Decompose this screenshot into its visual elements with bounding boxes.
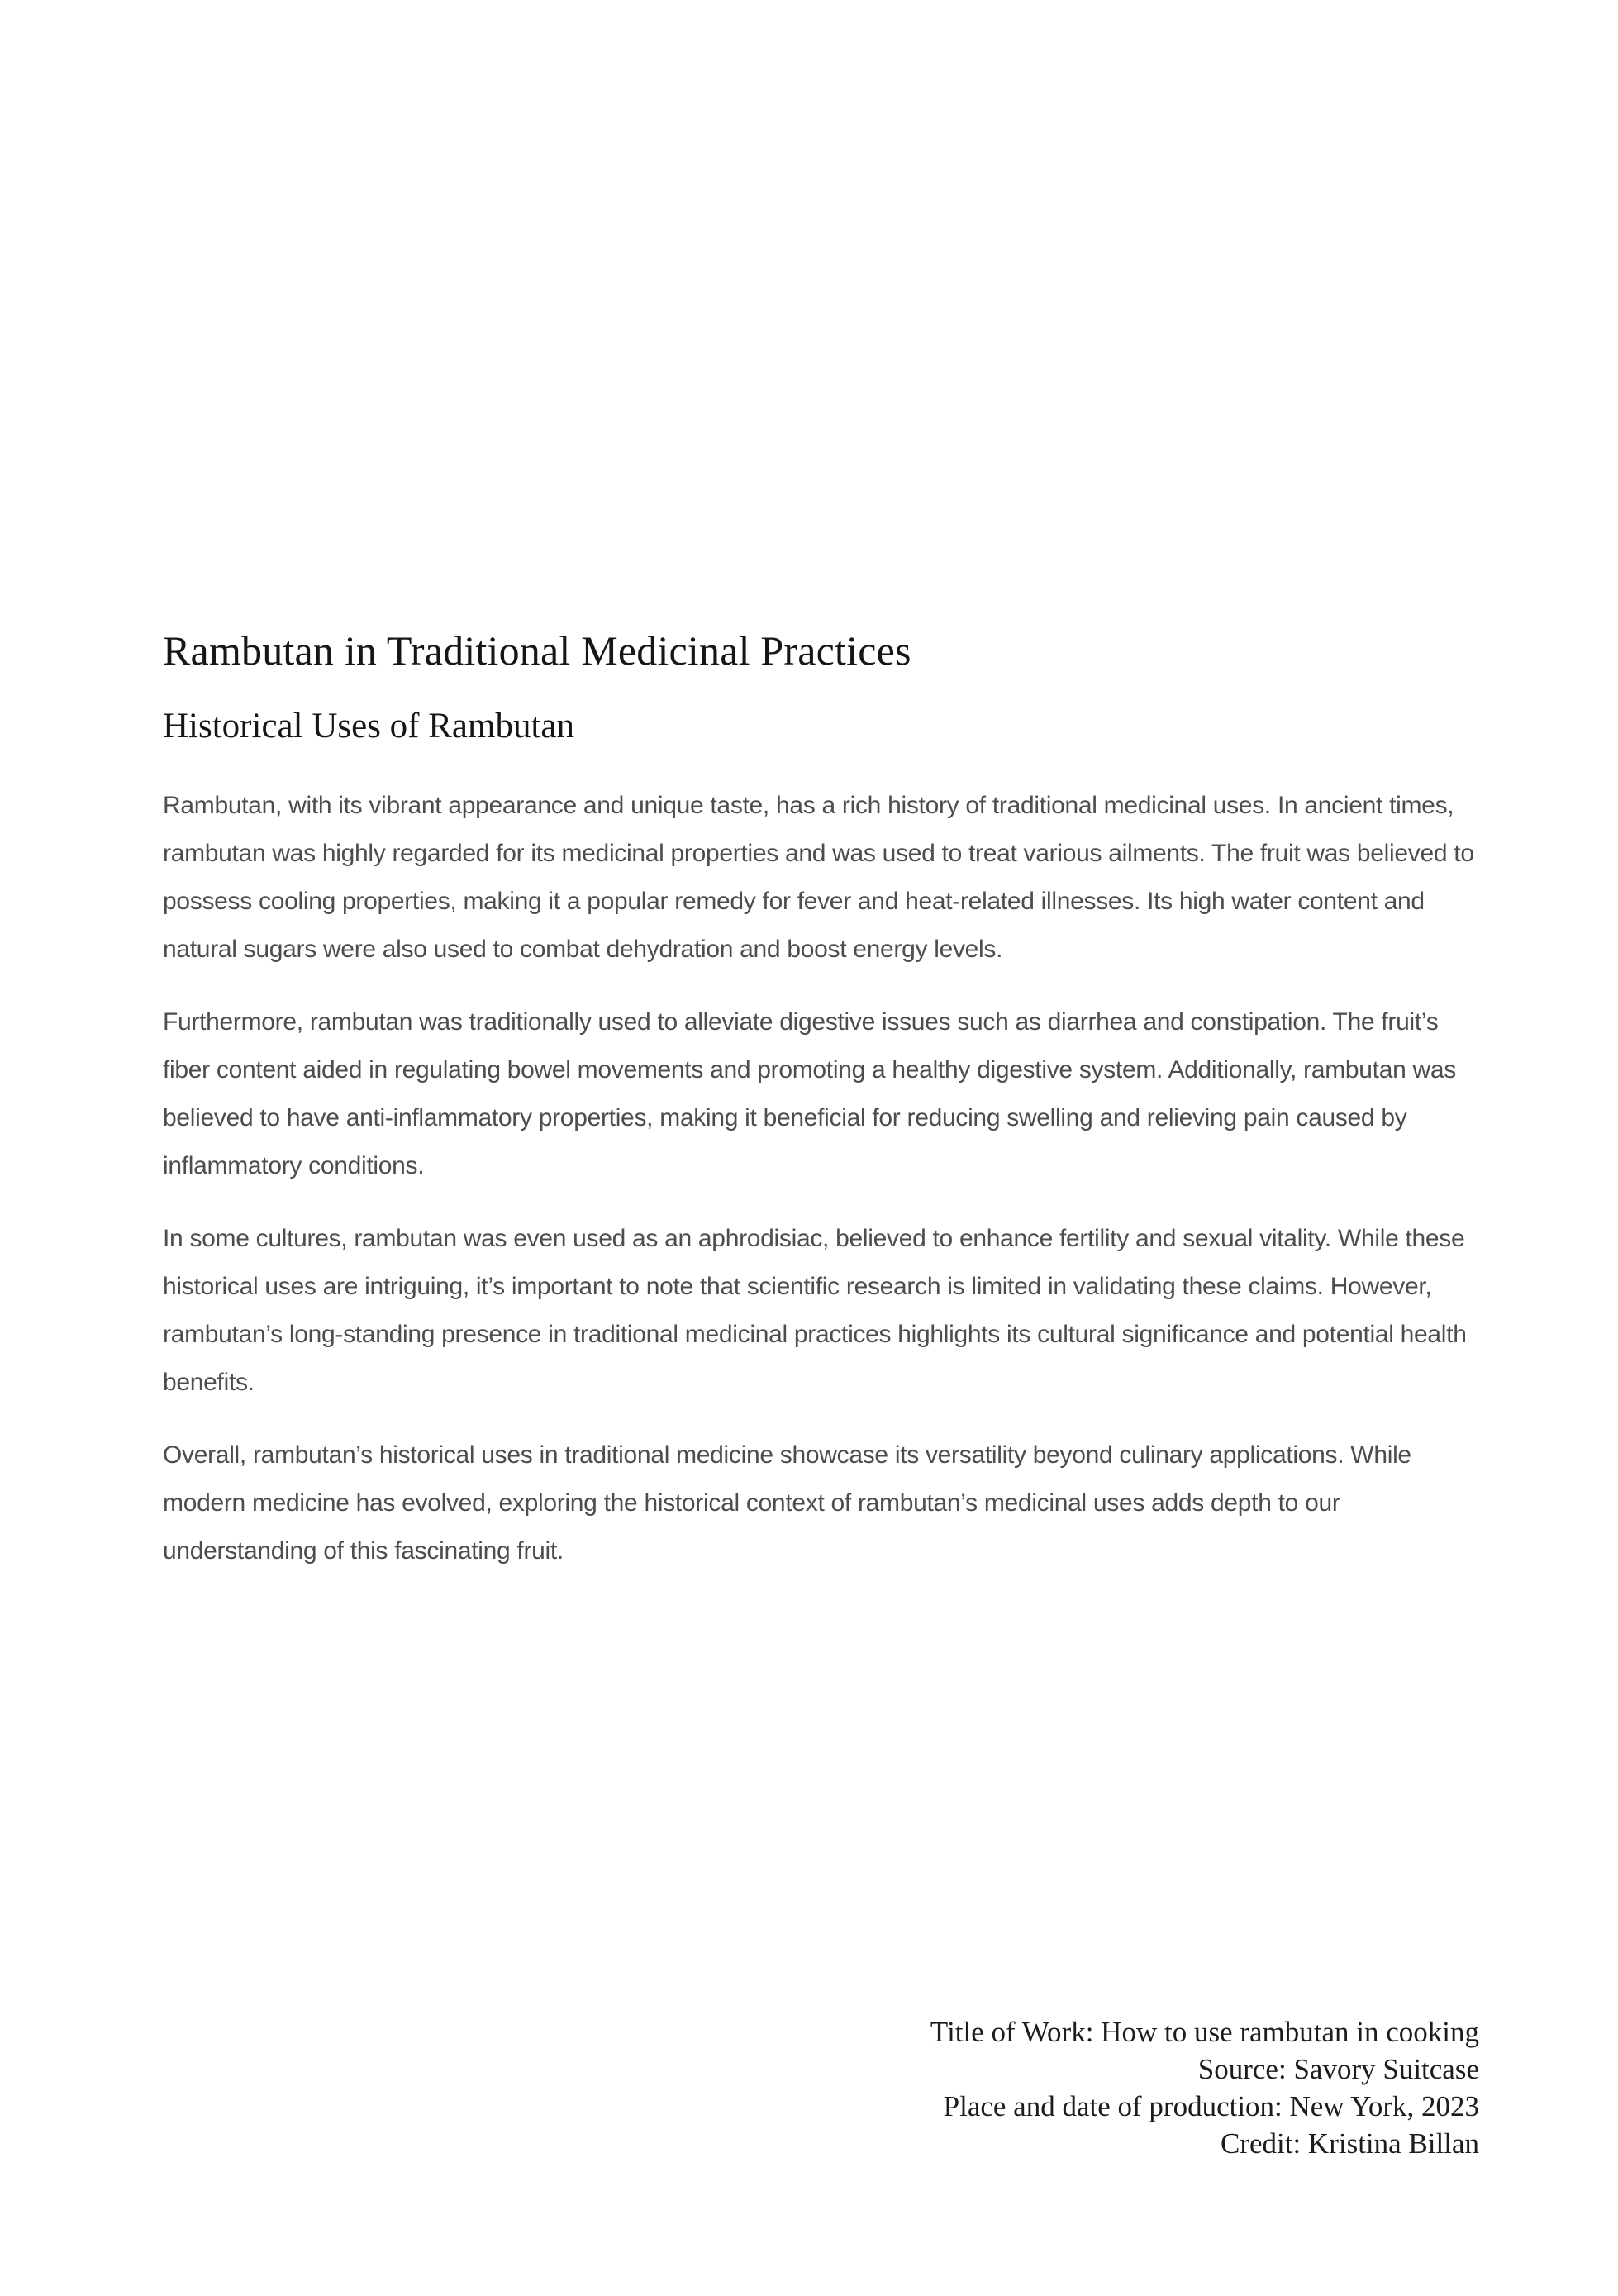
attribution-line-place-date: Place and date of production: New York, 2023 [943,2090,1479,2122]
section-heading: Historical Uses of Rambutan [163,707,574,745]
attribution-line-title: Title of Work: How to use rambutan in cooking [930,2016,1479,2048]
paragraph-2: Furthermore, rambutan was traditionally used to alleviate digestive issues such as diarrhea and constipation. The fruit’s fiber content aided in regulating bowel movements and promoting a healthy digestive system. Additionally, rambutan was believed to have anti-inflammatory properties, making it beneficial for reducing swelling and relieving pain caused by inflammatory conditions. [163,1008,1456,1179]
article-content [163,625,1483,1575]
attribution-block [930,2013,1479,2162]
article-body [163,782,1483,1575]
page-title: Rambutan in Traditional Medicinal Practices [163,627,911,674]
paragraph-4: Overall, rambutan’s historical uses in traditional medicine showcase its versatility beyond culinary applications. While modern medicine has evolved, exploring the historical context of rambutan’s medicinal uses adds depth to our understanding of this fascinating fruit. [163,1441,1411,1565]
attribution-line-source: Source: Savory Suitcase [1197,2053,1479,2085]
paragraph-1: Rambutan, with its vibrant appearance and unique taste, has a rich history of traditional medicinal uses. In ancient times, rambutan was highly regarded for its medicinal properties and was used to treat various ailments. The fruit was believed to possess cooling properties, making it a popular remedy for fever and heat-related illnesses. Its high water content and natural sugars were also used to combat dehydration and boost energy levels. [163,792,1474,963]
attribution-line-credit: Credit: Kristina Billan [1220,2127,1479,2160]
paragraph-3: In some cultures, rambutan was even used as an aphrodisiac, believed to enhance fertility and sexual vitality. While these historical uses are intriguing, it’s important to note that scientific research is limited in validating these claims. However, rambutan’s long-standing presence in traditional medicinal practices highlights its cultural significance and potential health benefits. [163,1225,1467,1396]
